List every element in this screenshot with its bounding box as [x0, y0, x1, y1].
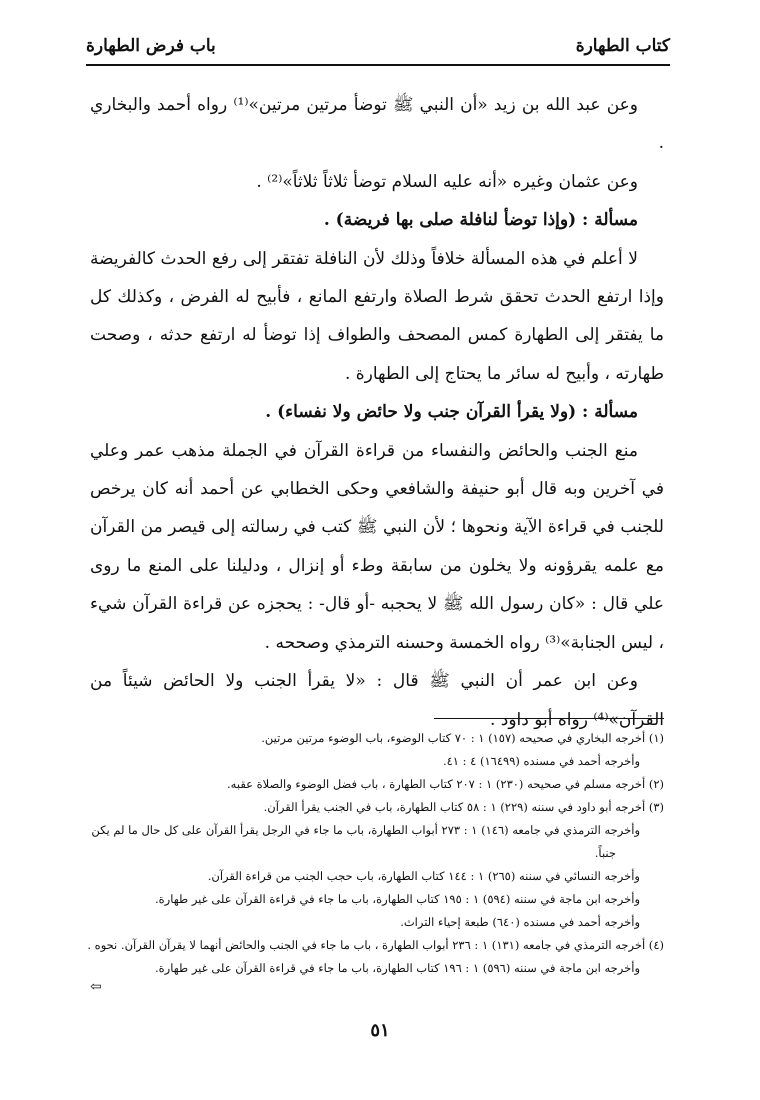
- footnote-separator: [434, 718, 664, 719]
- masala-heading: مسألة : (ولا يقرأ القرآن جنب ولا حائض ولا نفساء) .: [265, 402, 638, 423]
- book-title: كتاب الطهارة: [575, 36, 670, 56]
- footnote: (٣) أخرجه أبو داود في سننه (٢٢٩) ١ : ٥٨ كتاب الطهارة، باب في الجنب يقرأ القرآن.: [263, 800, 664, 814]
- main-text: [90, 86, 664, 739]
- footnote-subentry: وأخرجه ابن ماجة في سننه (٥٩٤) ١ : ١٩٥ كتاب الطهارة، باب ما جاء في قراءة القرآن على غير طهارة.: [154, 892, 640, 906]
- footnote: (٤) أخرجه الترمذي في جامعه (١٣١) ١ : ٢٣٦ أبواب الطهارة ، باب ما جاء في الجنب والحائض أنهما لا يقرآن القرآن. نحوه .: [87, 938, 664, 952]
- page-number: ٥١: [370, 1020, 390, 1041]
- footnote-subentry: وأخرجه أحمد في مسنده (١٦٤٩٩) ٤ : ٤١.: [442, 754, 640, 768]
- footnotes: [86, 727, 664, 980]
- footnote-subentry: وأخرجه ابن ماجة في سننه (٥٩٦) ١ : ١٩٦ كتاب الطهارة، باب ما جاء في قراءة القرآن على غير طهارة.: [154, 961, 640, 975]
- body-paragraph: وعن عبد الله بن زيد «أن النبي ﷺ توضأ مرتين مرتين»⁽¹⁾ رواه أحمد والبخاري .: [90, 95, 664, 154]
- body-paragraph: لا أعلم في هذه المسألة خلافاً وذلك لأن النافلة تفتقر إلى رفع الحدث كالفريضة وإذا ارتفع الحدث تحقق شرط الصلاة وارتفع المانع ، فأبيح له الفرض ، وكذلك كل ما يفتقر إلى الطهارة كمس المصحف والطواف إذا توضأ له ارتفع حدثه ، وصحت طهارته ، وأبيح له سائر ما يحتاج إلى الطهارة .: [90, 248, 664, 384]
- body-paragraph: وعن ابن عمر أن النبي ﷺ قال : «لا يقرأ الجنب ولا الحائض شيئاً من القرآن»⁽⁴⁾ رواه أبو داود .: [90, 671, 664, 730]
- footnote: (٢) أخرجه مسلم في صحيحه (٢٣٠) ١ : ٢٠٧ كتاب الطهارة ، باب فضل الوضوء والصلاة عقبه.: [227, 777, 664, 791]
- continue-arrow-icon: ⇦: [90, 979, 102, 995]
- footnote: (١) أخرجه البخاري في صحيحه (١٥٧) ١ : ٧٠ كتاب الوضوء، باب الوضوء مرتين مرتين.: [261, 731, 664, 745]
- running-header: [86, 28, 670, 66]
- footnote-subentry: وأخرجه الترمذي في جامعه (١٤٦) ١ : ٢٧٣ أبواب الطهارة، باب ما جاء في الرجل يقرأ القرآن على كل حال ما لم يكن جنباً.: [91, 823, 640, 860]
- body-paragraph: وعن عثمان وغيره «أنه عليه السلام توضأ ثلاثاً ثلاثاً»⁽²⁾ .: [256, 171, 638, 192]
- footnote-subentry: وأخرجه النسائي في سننه (٢٦٥) ١ : ١٤٤ كتاب الطهارة، باب حجب الجنب من قراءة القرآن.: [207, 869, 640, 883]
- body-paragraph: منع الجنب والحائض والنفساء من قراءة القرآن في الجملة مذهب عمر وعلي في آخرين وبه قال أبو حنيفة والشافعي وحكى الخطابي عن أحمد أنه كان يرخص للجنب في قراءة الآية ونحوها ؛ لأن النبي ﷺ كتب في رسالته إلى قيصر من القرآن مع علمه يقرؤونه ولا يخلون من سابقة وطء أو إنزال ، ودليلنا على المنع ما روى علي قال : «كان رسول الله ﷺ لا يحجبه -أو قال- : يحجزه عن قراءة القرآن شيء ، ليس الجنابة»⁽³⁾ رواه الخمسة وحسنه الترمذي وصححه .: [90, 440, 664, 653]
- footnote-subentry: وأخرجه أحمد في مسنده (٦٤٠) طبعة إحياء التراث.: [400, 915, 640, 929]
- chapter-title: باب فرض الطهارة: [86, 36, 216, 56]
- masala-heading: مسألة : (وإذا توضأ لنافلة صلى بها فريضة) .: [323, 210, 638, 231]
